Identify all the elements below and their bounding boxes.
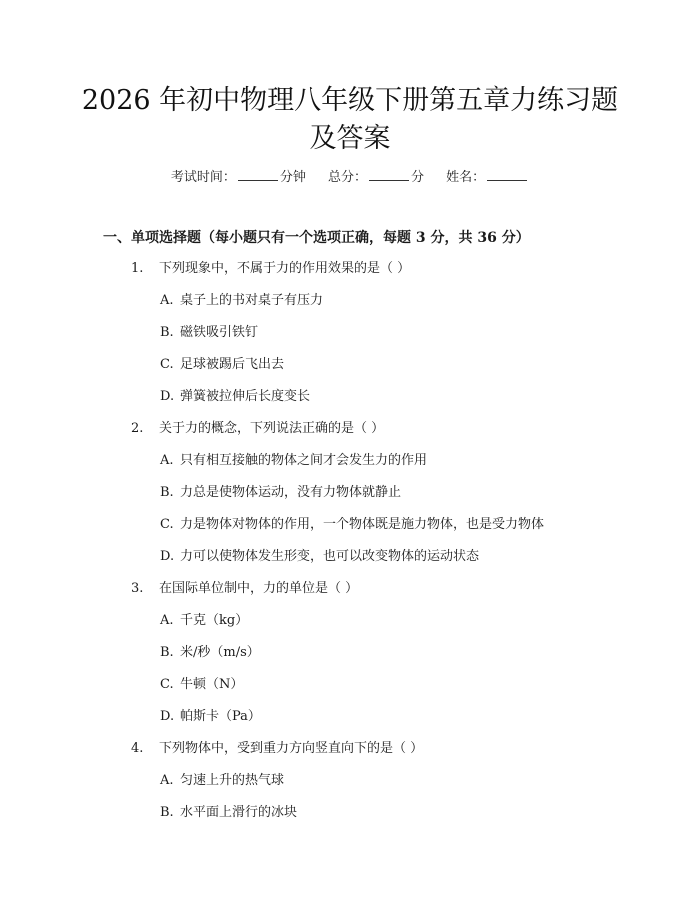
question-number: 2. — [131, 421, 144, 436]
option-text: 桌子上的书对桌子有压力 — [180, 293, 324, 308]
question-number: 3. — [131, 581, 144, 596]
option-2a — [160, 451, 427, 471]
option-1c — [160, 355, 284, 375]
question-2 — [131, 419, 384, 439]
option-3a — [160, 611, 248, 631]
exam-info-row — [0, 168, 700, 188]
question-number: 1. — [131, 261, 144, 276]
document-title-line-2: 及答案 — [309, 123, 391, 154]
option-1b — [160, 323, 258, 343]
option-letter: A. — [160, 293, 174, 308]
option-text: 只有相互接触的物体之间才会发生力的作用 — [180, 453, 428, 468]
question-text: 关于力的概念，下列说法正确的是（ ） — [159, 421, 385, 436]
question-text: 在国际单位制中，力的单位是（ ） — [159, 581, 359, 596]
option-text: 千克（kg） — [180, 613, 249, 628]
option-letter: D. — [160, 389, 175, 404]
option-text: 帕斯卡（Pa） — [180, 709, 261, 724]
option-letter: A. — [160, 773, 174, 788]
option-letter: B. — [160, 645, 174, 660]
exam-time-label: 考试时间： — [170, 170, 236, 185]
option-text: 米/秒（m/s） — [180, 645, 260, 660]
option-3b — [160, 643, 260, 663]
student-name-blank — [487, 168, 527, 181]
question-text: 下列物体中，受到重力方向竖直向下的是（ ） — [159, 741, 424, 756]
option-3d — [160, 707, 261, 727]
option-2c — [160, 515, 544, 535]
question-1 — [131, 259, 410, 279]
section-heading: 一、单项选择题（每小题只有一个选项正确，每题 3 分，共 36 分） — [103, 230, 530, 246]
option-text: 弹簧被拉伸后长度变长 — [180, 389, 311, 404]
question-4 — [131, 739, 423, 759]
option-4b — [160, 803, 297, 823]
option-letter: D. — [160, 549, 175, 564]
exam-time-field — [171, 168, 306, 188]
option-2b — [160, 483, 401, 503]
question-3 — [131, 579, 358, 599]
option-1a — [160, 291, 323, 311]
option-text: 力总是使物体运动，没有力物体就静止 — [180, 485, 402, 500]
option-letter: D. — [160, 709, 175, 724]
option-text: 力可以使物体发生形变，也可以改变物体的运动状态 — [180, 549, 480, 564]
document-title-line-1: 2026 年初中物理八年级下册第五章力练习题 — [81, 85, 619, 116]
total-score-label: 总分： — [327, 170, 367, 185]
total-score-field — [328, 168, 424, 188]
option-letter: C. — [160, 517, 174, 532]
option-letter: A. — [160, 613, 174, 628]
total-score-blank — [369, 168, 409, 181]
option-letter: B. — [160, 485, 174, 500]
option-letter: C. — [160, 677, 174, 692]
option-letter: C. — [160, 357, 174, 372]
option-text: 磁铁吸引铁钉 — [180, 325, 259, 340]
option-text: 力是物体对物体的作用，一个物体既是施力物体，也是受力物体 — [180, 517, 545, 532]
option-1d — [160, 387, 310, 407]
option-text: 牛顿（N） — [180, 677, 244, 692]
option-3c — [160, 675, 243, 695]
option-letter: A. — [160, 453, 174, 468]
option-2d — [160, 547, 479, 567]
exam-time-unit: 分钟 — [279, 170, 306, 185]
exam-time-blank — [238, 168, 278, 181]
option-letter: B. — [160, 325, 174, 340]
student-name-field — [446, 168, 529, 188]
question-text: 下列现象中，不属于力的作用效果的是（ ） — [159, 261, 411, 276]
option-text: 水平面上滑行的冰块 — [180, 805, 298, 820]
option-text: 匀速上升的热气球 — [180, 773, 285, 788]
option-letter: B. — [160, 805, 174, 820]
option-4a — [160, 771, 284, 791]
student-name-label: 姓名： — [446, 170, 486, 185]
question-number: 4. — [131, 741, 144, 756]
total-score-unit: 分 — [411, 170, 425, 185]
option-text: 足球被踢后飞出去 — [180, 357, 285, 372]
